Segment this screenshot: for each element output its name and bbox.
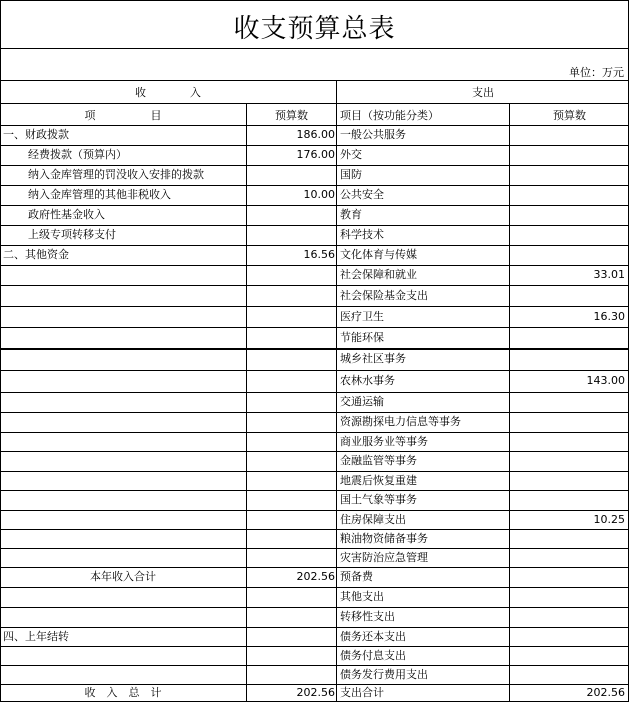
column-divider xyxy=(336,80,337,702)
expense-item: 公共安全 xyxy=(340,188,384,201)
expense-item: 债务还本支出 xyxy=(340,630,406,643)
expense-item: 其他支出 xyxy=(340,590,384,603)
row-divider xyxy=(0,306,629,307)
column-divider xyxy=(0,0,1,702)
income-item: 本年收入合计 xyxy=(90,570,156,583)
expense-item: 科学技术 xyxy=(340,228,384,241)
row-divider xyxy=(0,607,629,608)
expense-value: 10.25 xyxy=(593,513,625,526)
exp-item-header: 项目（按功能分类） xyxy=(340,109,439,122)
income-item: 上级专项转移支付 xyxy=(28,228,116,241)
income-value: 186.00 xyxy=(296,128,335,141)
expense-item: 资源勘探电力信息等事务 xyxy=(340,415,461,428)
row-divider xyxy=(0,205,629,206)
expense-item: 支出合计 xyxy=(340,686,384,699)
row-divider xyxy=(0,327,629,328)
row-divider xyxy=(0,627,629,628)
income-value: 10.00 xyxy=(303,188,335,201)
expense-item: 社会保险基金支出 xyxy=(340,289,428,302)
row-divider xyxy=(0,432,629,433)
expense-item: 社会保障和就业 xyxy=(340,268,417,281)
column-divider xyxy=(246,103,247,702)
row-divider xyxy=(0,684,629,685)
income-item: 收 入 总 计 xyxy=(84,686,162,699)
row-divider xyxy=(0,125,629,126)
expense-item: 农林水事务 xyxy=(340,374,395,387)
row-divider xyxy=(0,529,629,530)
expense-item: 城乡社区事务 xyxy=(340,352,406,365)
row-divider xyxy=(0,370,629,371)
expense-item: 债务付息支出 xyxy=(340,649,406,662)
exp-budget-num-header: 预算数 xyxy=(553,109,586,122)
row-divider xyxy=(0,490,629,491)
row-divider xyxy=(0,265,629,266)
row-divider xyxy=(0,48,629,49)
income-item: 经费拨款（预算内） xyxy=(28,148,127,161)
expense-item: 预备费 xyxy=(340,570,373,583)
expense-item: 一般公共服务 xyxy=(340,128,406,141)
expense-value: 16.30 xyxy=(593,310,625,323)
row-divider xyxy=(0,348,629,350)
expense-item: 粮油物资储备事务 xyxy=(340,532,428,545)
expense-item: 教育 xyxy=(340,208,362,221)
row-divider xyxy=(0,80,629,81)
expense-item: 国防 xyxy=(340,168,362,181)
row-divider xyxy=(0,392,629,393)
income-item: 纳入金库管理的罚没收入安排的拨款 xyxy=(28,168,204,181)
expense-value: 143.00 xyxy=(586,374,625,387)
row-divider xyxy=(0,185,629,186)
row-divider xyxy=(0,103,629,104)
income-item: 二、其他资金 xyxy=(3,248,69,261)
row-divider xyxy=(0,245,629,246)
expense-item: 商业服务业等事务 xyxy=(340,435,428,448)
row-divider xyxy=(0,225,629,226)
expense-item: 金融监管等事务 xyxy=(340,454,417,467)
row-divider xyxy=(0,548,629,549)
row-divider xyxy=(0,665,629,666)
row-divider xyxy=(0,567,629,568)
expense-item: 地震后恢复重建 xyxy=(340,474,417,487)
expense-item: 债务发行费用支出 xyxy=(340,668,428,681)
expense-item: 交通运输 xyxy=(340,395,384,408)
income-item: 纳入金库管理的其他非税收入 xyxy=(28,188,171,201)
row-divider xyxy=(0,471,629,472)
expense-item: 住房保障支出 xyxy=(340,513,406,526)
row-divider xyxy=(0,451,629,452)
expense-item: 外交 xyxy=(340,148,362,161)
income-item: 政府性基金收入 xyxy=(28,208,105,221)
expense-item: 灾害防治应急管理 xyxy=(340,551,428,564)
row-divider xyxy=(0,412,629,413)
expense-item: 节能环保 xyxy=(340,331,384,344)
expense-value: 33.01 xyxy=(593,268,625,281)
budget-num-header: 预算数 xyxy=(275,109,308,122)
row-divider xyxy=(0,165,629,166)
row-divider xyxy=(0,646,629,647)
column-divider xyxy=(509,103,510,702)
page-title: 收支预算总表 xyxy=(233,14,396,44)
expense-header: 支出 xyxy=(472,86,494,99)
income-header: 收 入 xyxy=(135,86,201,99)
unit-label: 单位：万元 xyxy=(569,66,624,79)
income-value: 202.56 xyxy=(296,686,335,699)
row-divider xyxy=(0,510,629,511)
expense-item: 文化体育与传媒 xyxy=(340,248,417,261)
income-value: 176.00 xyxy=(296,148,335,161)
expense-item: 国土气象等事务 xyxy=(340,493,417,506)
row-divider xyxy=(0,285,629,286)
expense-item: 转移性支出 xyxy=(340,610,395,623)
income-value: 202.56 xyxy=(296,570,335,583)
expense-value: 202.56 xyxy=(586,686,625,699)
item-header: 项 目 xyxy=(84,109,162,122)
row-divider xyxy=(0,145,629,146)
row-divider xyxy=(0,587,629,588)
row-divider xyxy=(0,0,629,1)
income-item: 四、上年结转 xyxy=(3,630,69,643)
income-item: 一、财政拨款 xyxy=(3,128,69,141)
income-value: 16.56 xyxy=(303,248,335,261)
expense-item: 医疗卫生 xyxy=(340,310,384,323)
